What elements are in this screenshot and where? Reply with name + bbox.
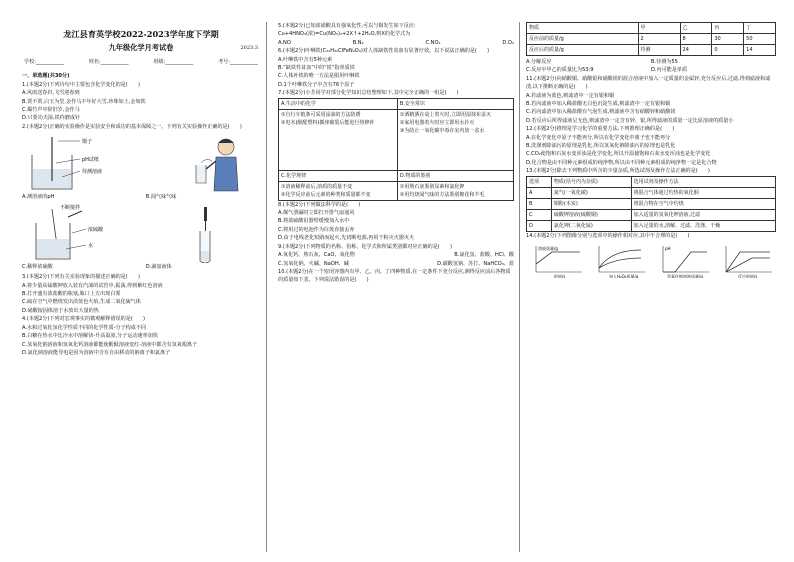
person-smelling-illustration <box>146 133 256 193</box>
column-divider <box>519 22 520 552</box>
section-heading: 一、单选题(共30分) <box>22 73 70 80</box>
option: B.白糖在热水中比冷水中溶解快-升高温度,分子运动速率加快 <box>22 333 158 340</box>
table-cell: B <box>527 198 552 209</box>
graph-d-xlabel: 反应时间/s <box>737 274 758 279</box>
option: B.氯化氢、盐酸、HCl、酸 <box>454 252 514 259</box>
table-cell: 反应前的质量/g <box>527 34 639 45</box>
question-10-table <box>526 22 776 56</box>
table-cell: 氮气(一氧化碳) <box>551 187 631 198</box>
table-header: 甲 <box>638 23 680 34</box>
label-ph-paper: pH试纸 <box>82 157 99 164</box>
table-row <box>527 198 776 209</box>
option: A.风雨送春归,飞雪迎春到 <box>22 90 80 97</box>
option: C.爆竹声中辞旧岁,金作马 <box>22 107 80 114</box>
column-divider <box>266 22 267 552</box>
option: C.CO₂使饱和石灰水变浑浊是化学变化,所以升温使饱和石灰水变浑浊也是化学变化 <box>526 151 711 158</box>
question-9: 9.(本题2分)下列物质的名称、俗称、化学式和所属类别都对应正确的是( ) <box>278 243 452 250</box>
graph-b <box>589 244 649 278</box>
option-row <box>278 39 514 47</box>
option: A.将少量高锰酸钾放入装有汽油的试管中,振荡,得到紫红色溶液 <box>22 282 163 289</box>
table-cell: 硫酸钾溶液(硫酸铜) <box>551 209 631 220</box>
question-5: 5.(本题2分)已知浓硝酸具有强氧化性,可以与铜发生如下反应: <box>278 23 416 29</box>
graph-a-ylabel: 溶液质量/g <box>538 246 558 252</box>
option: A.在化学变化中原子不能再分,所以在化学变化中离子也不能再分 <box>526 134 671 141</box>
id-field[interactable]: 考号:___________ <box>218 59 258 65</box>
table-row <box>527 34 776 45</box>
option: B.打开盛有浓盐酸的瓶塞,瓶口上方出现白雾 <box>22 291 121 298</box>
graph-c <box>653 244 713 278</box>
exam-title: 龙江县育英学校2022-2023学年度下学期 <box>63 29 219 39</box>
graph-a-plot <box>528 244 584 278</box>
table-header-row <box>527 176 776 187</box>
table-cell: 反应后的质量/g <box>527 45 639 56</box>
caption-d: D.滴加液体 <box>145 263 172 270</box>
option: A.水和过氧化氢化学性质不同的化学性质-分子构成不同 <box>22 324 147 331</box>
question-4: 4.(本题2分)下列对宏观事实的微观解释错误的是( ) <box>22 316 146 323</box>
table-cell: A.生活中的化学 <box>279 98 398 109</box>
exam-subtitle: 九年级化学月考试卷 2023.3 <box>108 43 258 52</box>
lab-figures-row-1 <box>22 133 260 201</box>
table-header: 丙 <box>712 23 744 34</box>
question-10: 10.(本题2分)在一个密闭容器内有甲、乙、丙、丁四种物质,在一定条件下充分反应,测得反应前后各物质的质量如下表。下列说法错误的是( ) <box>278 268 511 284</box>
question-3: 3.(本题2分)下列有关实验现象的描述正确的是( ) <box>22 274 140 281</box>
graph-a <box>526 244 586 278</box>
table-header: 乙 <box>680 23 712 34</box>
table-row <box>279 109 514 170</box>
table-cell: ①溶液稀释前后,溶质的质量不变 ②化学反应前后元素的种类和质量都不变 <box>279 181 398 200</box>
option: D.1个叶啉铁分子中含有76个原子 <box>278 81 355 88</box>
table-header: 物质(括号内为杂质) <box>551 176 631 187</box>
table-cell: 8 <box>680 34 712 45</box>
graph-b-xlabel: 加入H₂O₂质量/g <box>609 274 639 279</box>
table-cell: 0 <box>712 45 744 56</box>
table-cell: C.化学规律 <box>279 170 398 181</box>
option: B.“缺铁性贫血”中的“铁”指单质铁 <box>278 65 355 72</box>
option: B.贾不贾,白玉为堂,金作马丰年好大雪,珍珠如土,金如铁 <box>22 98 146 105</box>
option-row <box>278 251 514 259</box>
table-cell: D.物质的鉴别 <box>397 170 513 181</box>
option: A.分解反应 <box>526 59 552 65</box>
table-row <box>527 209 776 220</box>
table-cell: 2 <box>638 34 680 45</box>
graph-a-xlabel: 时间/s <box>554 274 566 279</box>
option: A.若滤液为蓝色,则滤渣中一定有银和铜 <box>526 92 615 99</box>
label-water: 水 <box>88 243 94 250</box>
table-header-row <box>527 23 776 34</box>
option: D.化合物是由不同种元素组成的纯净物,所以由不同种元素组成的纯净物一定是化合物 <box>526 159 717 166</box>
option: D.氯化钠溶液能导电是因为溶液中含有自由移动的钠离子和氯离子 <box>22 349 171 356</box>
table-cell: C <box>527 209 552 220</box>
label-conc-acid: 浓硫酸 <box>88 227 104 234</box>
table-row <box>527 45 776 56</box>
option: D.若反应后所得滤液呈无色,则滤渣中一定含有锌、银,所得滤液的质量一定比原溶液的质量小 <box>526 117 734 124</box>
label-stir: 不断搅拌 <box>60 205 81 212</box>
graph-d <box>716 244 776 278</box>
table-cell: 50 <box>744 34 776 45</box>
option: D.只要功夫深,铁杵磨成针 <box>22 115 81 122</box>
school-field[interactable]: 学校:___________ <box>24 59 64 65</box>
figure-ph-test <box>22 133 136 201</box>
table-header: 选项 <box>527 176 552 187</box>
option: C.反应中甲乙的质量比为53:9 <box>526 67 594 74</box>
option-row <box>526 58 776 66</box>
table-cell: 加入适量的氢氧化钾溶液,过滤 <box>631 209 775 220</box>
column-1 <box>22 22 260 357</box>
question-12: 12.(本题2分)推理是学习化学的重要方法,下列推理正确的是( ) <box>526 126 675 133</box>
table-header: 物质 <box>527 23 639 34</box>
student-info <box>24 58 258 66</box>
option: B.若向滤液中加入稀盐酸无白色沉淀生成,则滤渣中一定有银和铜 <box>526 101 671 108</box>
option: D.硝酸铵固体溶于水放出大量的热 <box>22 307 99 314</box>
graph-b-plot <box>591 244 647 278</box>
graph-d-plot <box>718 244 774 278</box>
table-row <box>527 220 776 231</box>
beaker-ph-illustration <box>22 133 132 193</box>
option: D.碳酸氢钠、苏打、NaHCO₃、盐 <box>437 260 514 267</box>
option: B.洗涤剂除油污的原理是乳化,所以氢氧化钠除油污的原理也是乳化 <box>526 143 676 150</box>
table-cell: ①用熟石灰鉴别尿素和氯化钾 ②用灼烧闻气味的方法鉴别棉花和羊毛 <box>397 181 513 200</box>
table-cell: 铜粉(木炭) <box>551 198 631 209</box>
table-cell: 将混合气体通过灼热的氧化铜 <box>631 187 775 198</box>
table-row <box>279 181 514 200</box>
question-13-table <box>526 176 776 232</box>
option: B.待测为55 <box>651 59 678 65</box>
exam-date: 2023.3 <box>240 45 258 51</box>
dilution-illustration <box>22 203 132 263</box>
option: B.将浓硫酸沿器壁缓慢加入水中 <box>278 218 350 225</box>
table-cell: ①自行车链条可采用涂油的方法防锈 ②电木(酚醛塑料)插座破裂后能进行热修补 <box>279 109 398 170</box>
option: C.NO₂ <box>425 39 441 46</box>
name-field[interactable]: 姓名:___________ <box>88 59 129 65</box>
option: D.丙可能是单质 <box>651 67 688 74</box>
class-field[interactable]: 班级:___________ <box>153 59 194 65</box>
lab-figures-row-2 <box>22 203 260 271</box>
table-cell: A <box>527 187 552 198</box>
label-tweezers: 镊子 <box>82 139 93 146</box>
option: D.O₂ <box>502 39 514 46</box>
question-11: 11.(本题2分)向硝酸铜、硝酸银和硝酸镁的混合溶液中加入一定质量的金属锌,充分反应后,过滤,得到滤液和滤渣,以下推断正确的是( ) <box>526 75 771 91</box>
table-header: 丁 <box>744 23 776 34</box>
caption-b: B.闻气味气味 <box>145 193 177 200</box>
column-3 <box>526 22 776 278</box>
table-cell: 24 <box>680 45 712 56</box>
table-cell: 待测 <box>638 45 680 56</box>
table-cell: 将混合物在空气中灼烧 <box>631 198 775 209</box>
caption-a: A.测溶液的pH <box>22 193 55 200</box>
graph-c-ylabel: pH <box>664 246 671 252</box>
option: C.氢氧化钠溶液和氢氧化钙溶液都能使酚酞溶液变红-溶液中都含有氢氧根离子 <box>22 341 198 348</box>
table-header: 选用试剂及操作方法 <box>631 176 775 187</box>
option-row <box>278 260 514 268</box>
table-row <box>279 98 514 109</box>
table-row <box>527 187 776 198</box>
table-cell: D <box>527 220 552 231</box>
option: A.氧化钙、熟石灰、CaO、氧化物 <box>278 252 355 259</box>
figure-dilution <box>22 203 136 271</box>
option: A.NO <box>278 39 291 46</box>
question-8: 8.(本题2分)下列做法科学的是( ) <box>278 201 361 208</box>
figure-dropper <box>146 203 260 271</box>
question-7-table <box>278 98 514 201</box>
table-cell: 14 <box>744 45 776 56</box>
option-row <box>526 66 776 74</box>
question-7: 7.(本题2分)小芳同学对部分化学知识总结整理如下,其中完全正确的一组是( ) <box>278 90 459 97</box>
table-cell: 氯化钾(二氧化锰) <box>551 220 631 231</box>
option: D.由于电线老化短路而起火,先切断电源,再用干粉灭火器灭火 <box>278 235 415 242</box>
table-row <box>279 170 514 181</box>
figure-smell <box>146 133 260 201</box>
question-1: 1.(本题2分)下列诗句中主要包含化学变化的是( ) <box>22 81 140 88</box>
question-2: 2.(本题2分)正确的实验操作是实验安全和成功的基本保障之一。下列有关实验操作正确的是( ) <box>22 123 242 130</box>
table-cell: 加入足量的水,溶解、过滤、洗涤、干燥 <box>631 220 775 231</box>
question-14-graphs <box>526 244 776 278</box>
question-5-equation: Cu+4HNO₃(浓)=Cu(NO₃)₂+2X↑+2H₂O,则X的化学式为 <box>278 31 411 38</box>
column-2 <box>278 22 514 285</box>
option: B.N₂ <box>352 39 364 46</box>
option: C.人体补铁的唯一方法是服用叶啉铁 <box>278 73 360 80</box>
table-cell: ①酒精洒在桌上着火时,立即用湿抹布盖灭 ②家用电器着火时应立即用水扑灭 ③为防止一氧化碳中毒在室内放一盆水 <box>397 109 513 170</box>
caption-c: C.稀释浓硫酸 <box>22 263 53 270</box>
question-14: 14.(本题2分)下列图像分别与选项中的操作相对应,其中不合理的是( ) <box>526 232 690 239</box>
option: A.叶啉铁中含有5种元素 <box>278 56 333 63</box>
label-solution: 待测溶液 <box>82 169 103 176</box>
option: C.将用过的电池作为垃圾直接丢弃 <box>278 226 355 233</box>
table-cell: B.安全常识 <box>397 98 513 109</box>
graph-c-plot <box>655 244 711 278</box>
option: A.煤气泄漏时立即打开排气扇通风 <box>278 210 355 217</box>
graph-c-xlabel: 氢氧化钠溶液质量/g <box>666 274 703 279</box>
option: C.若向滤渣中加入稀盐酸有气泡生成,则滤液中含有硝酸锌和硝酸镁 <box>526 109 676 116</box>
question-6: 6.(本题2分)叶啉铁(C₃₄H₃₂ClFeN₄O₄)对人体缺铁性贫血有显著疗效。以下说法正确的是( ) <box>278 48 490 55</box>
dropper-illustration <box>146 203 256 263</box>
question-13: 13.(本题2分)除去下列物质中所含的少量杂质,所选试剂及操作方法正确的是( ) <box>526 168 710 175</box>
option: C.氢氧化钠、火碱、NaOH、碱 <box>278 260 349 267</box>
option: C.硫在空气中燃烧发出淡蓝色火焰,生成二氧化硫气体 <box>22 299 141 306</box>
table-cell: 30 <box>712 34 744 45</box>
